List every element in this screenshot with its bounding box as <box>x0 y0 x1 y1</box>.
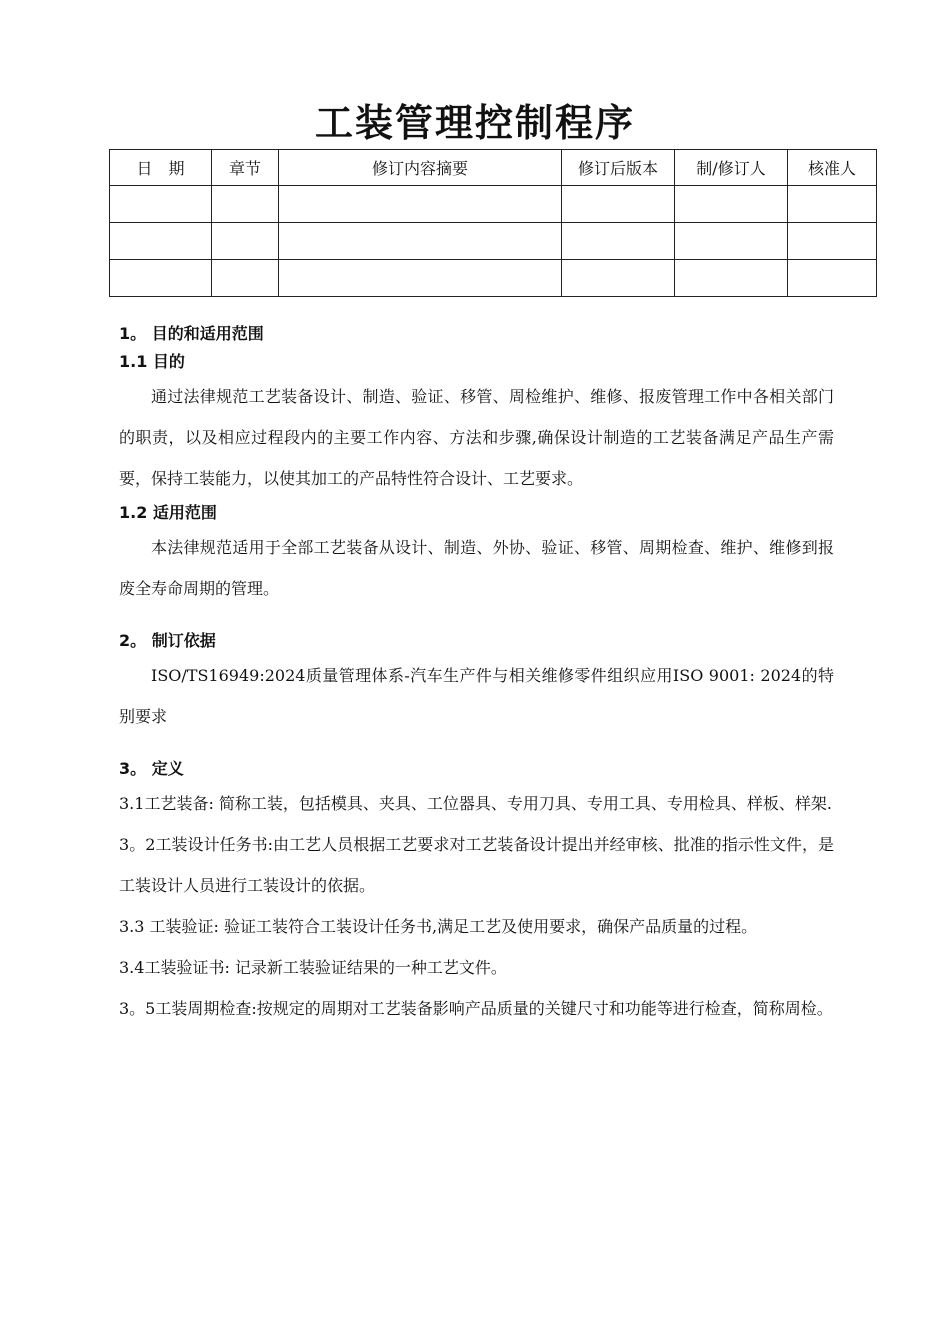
table-cell <box>562 186 675 223</box>
table-cell <box>110 186 212 223</box>
header-reviser: 制/修订人 <box>675 150 788 186</box>
header-approver: 核准人 <box>788 150 877 186</box>
table-cell <box>279 223 562 260</box>
table-cell <box>110 260 212 297</box>
revision-table-header-row <box>110 150 877 186</box>
table-cell <box>279 260 562 297</box>
section-1-1-body: 通过法律规范工艺装备设计、制造、验证、移管、周检维护、维修、报废管理工作中各相关部门的职责，以及相应过程段内的主要工作内容、方法和步骤,确保设计制造的工艺装备满足产品生产需要，保持工装能力，以使其加工的产品特性符合设计、工艺要求。 <box>119 387 834 488</box>
table-cell <box>675 260 788 297</box>
header-date: 日 期 <box>110 150 212 186</box>
section-1-2-body: 本法律规范适用于全部工艺装备从设计、制造、外协、验证、移管、周期检查、维护、维修到报废全寿命周期的管理。 <box>119 538 834 598</box>
section-1-2-heading: 1.2 适用范围 <box>119 503 217 522</box>
document-body <box>119 320 834 1029</box>
document-title: 工装管理控制程序 <box>314 101 635 145</box>
table-row <box>110 223 877 260</box>
header-summary: 修订内容摘要 <box>279 150 562 186</box>
revision-table <box>109 149 877 297</box>
definition-item: 3。2工装设计任务书:由工艺人员根据工艺要求对工艺装备设计提出并经审核、批准的指示性文件，是工装设计人员进行工装设计的依据。 <box>119 835 834 895</box>
table-cell <box>788 223 877 260</box>
definition-item: 3.1工艺装备: 简称工装，包括模具、夹具、工位器具、专用刀具、专用工具、专用检具、样板、样架. <box>119 794 833 813</box>
definition-item: 3.4工装验证书: 记录新工装验证结果的一种工艺文件。 <box>119 958 507 977</box>
header-chapter: 章节 <box>212 150 279 186</box>
table-cell <box>212 223 279 260</box>
section-2-body: ISO/TS16949:2024质量管理体系-汽车生产件与相关维修零件组织应用ISO 9001: 2024的特别要求 <box>119 666 834 726</box>
header-version: 修订后版本 <box>562 150 675 186</box>
definition-item: 3。5工装周期检查:按规定的周期对工艺装备影响产品质量的关键尺寸和功能等进行检查，简称周检。 <box>119 999 833 1018</box>
table-cell <box>562 260 675 297</box>
table-cell <box>788 260 877 297</box>
section-3-heading: 3。 定义 <box>119 759 184 778</box>
table-row <box>110 260 877 297</box>
table-row <box>110 186 877 223</box>
table-cell <box>212 186 279 223</box>
table-cell <box>675 223 788 260</box>
table-cell <box>110 223 212 260</box>
table-cell <box>788 186 877 223</box>
table-cell <box>212 260 279 297</box>
section-2-heading: 2。 制订依据 <box>119 631 216 650</box>
table-cell <box>562 223 675 260</box>
definition-item: 3.3 工装验证: 验证工装符合工装设计任务书,满足工艺及使用要求，确保产品质量的过程。 <box>119 917 758 936</box>
section-1-1-heading: 1.1 目的 <box>119 352 185 371</box>
section-1-heading: 1。 目的和适用范围 <box>119 324 264 343</box>
table-cell <box>675 186 788 223</box>
table-cell <box>279 186 562 223</box>
